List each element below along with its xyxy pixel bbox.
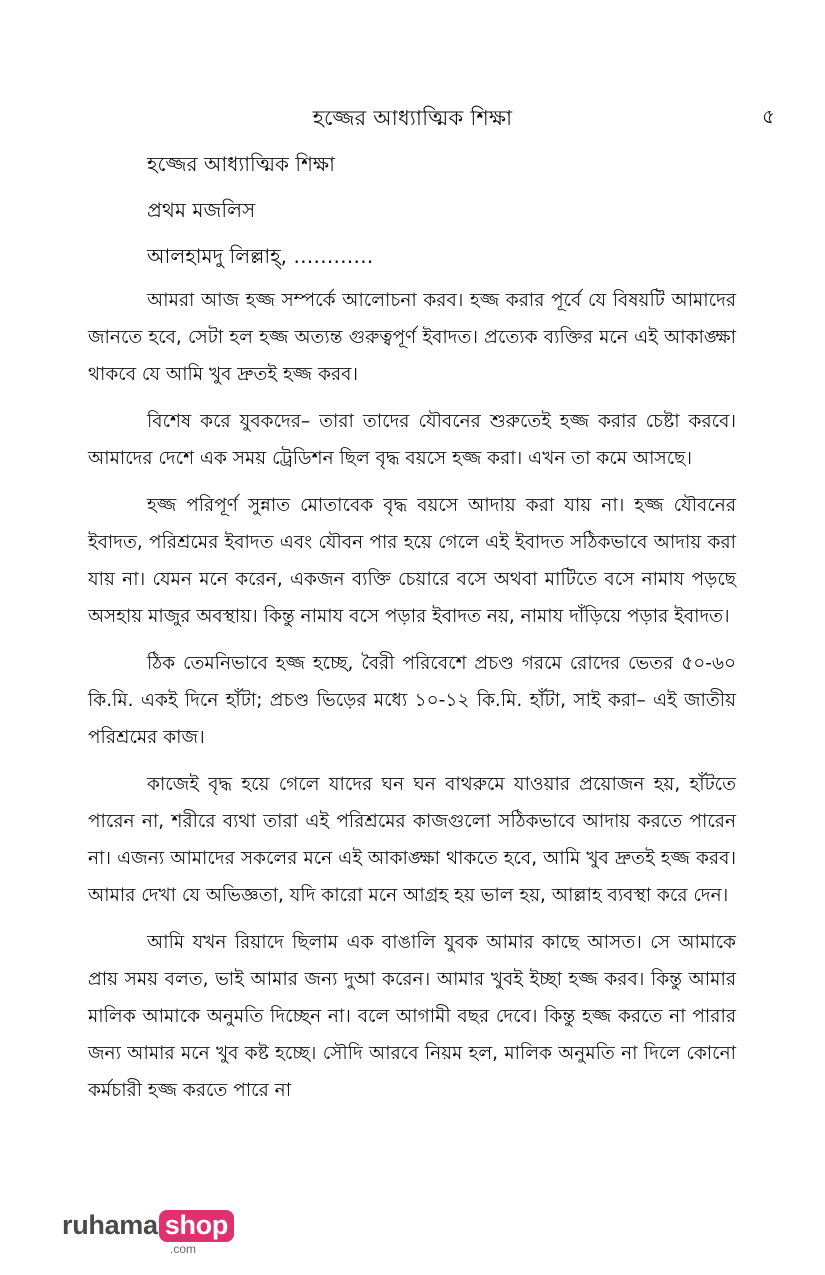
paragraph: আমরা আজ হজ্জ সম্পর্কে আলোচনা করব। হজ্জ করার পূর্বে যে বিষয়টি আমাদের জানতে হবে, সেটা হল হজ্জ অত্যন্ত গুরুত্বপূর্ণ ইবাদত। প্রত্যেক ব্যক্তির মনে এই আকাঙ্ক্ষা থাকবে যে আমি খুব দ্রুতই হজ্জ করব। [88,290,736,385]
paragraph: আমি যখন রিয়াদে ছিলাম এক বাঙালি যুবক আমার কাছে আসত। সে আমাকে প্রায় সময় বলত, ভাই আমার জন্য দুআ করেন। আমার খুবই ইচ্ছা হজ্জ করব। কিন্তু আমার মালিক আমাকে অনুমতি দিচ্ছেন না। বলে আগামী বছর দেবে। কিন্তু হজ্জ করতে না পারার জন্য আমার মনে খুব কষ্ট হচ্ছে। সৌদি আরবে নিয়ম হল, মালিক অনুমতি না দিলে কোনো কর্মচারী হজ্জ করতে পারে না [88,932,736,1101]
page-number: ৫ [762,104,775,128]
chapter-title: হজ্জের আধ্যাত্মিক শিক্ষা [147,152,335,176]
running-header-title: হজ্জের আধ্যাত্মিক শিক্ষা [312,106,513,130]
body-text [88,282,736,1119]
paragraph: ঠিক তেমনিভাবে হজ্জ হচ্ছে, বৈরী পরিবেশে প্রচণ্ড গরমে রোদের ভেতর ৫০-৬০ কি.মি. একই দিনে হাঁটা; প্রচণ্ড ভিড়ের মধ্যে ১০-১২ কি.মি. হাঁটা, সাই করা– এই জাতীয় পরিশ্রমের কাজ। [88,653,736,748]
ruhamashop-logo [62,1210,234,1256]
opening-line: আলহামদু লিল্লাহ্‌, ………… [147,244,374,268]
logo-brand-text: ruhama [62,1210,158,1240]
session-title: প্রথম মজলিস [147,198,256,222]
logo-domain-suffix: .com [170,1242,197,1256]
paragraph: কাজেই বৃদ্ধ হয়ে গেলে যাদের ঘন ঘন বাথরুমে যাওয়ার প্রয়োজন হয়, হাঁটতে পারেন না, শরীরে ব্যথা তারা এই পরিশ্রমের কাজগুলো সঠিকভাবে আদায় করতে পারেন না। এজন্য আমাদের সকলের মনে এই আকাঙ্ক্ষা থাকতে হবে, আমি খুব দ্রুতই হজ্জ করব। আমার দেখা যে অভিজ্ঞতা, যদি কারো মনে আগ্রহ হয় ভাল হয়, আল্লাহ ব্যবস্থা করে দেন। [88,774,736,906]
paragraph: হজ্জ পরিপূর্ণ সুন্নাত মোতাবেক বৃদ্ধ বয়সে আদায় করা যায় না। হজ্জ যৌবনের ইবাদত, পরিশ্রমের ইবাদত এবং যৌবন পার হয়ে গেলে এই ইবাদত সঠিকভাবে আদায় করা যায় না। যেমন মনে করেন, একজন ব্যক্তি চেয়ারে বসে অথবা মাটিতে বসে নামায পড়ছে অসহায় মাজুর অবস্থায়। কিন্তু নামায বসে পড়ার ইবাদত নয়, নামায দাঁড়িয়ে পড়ার ইবাদত। [88,495,736,627]
paragraph: বিশেষ করে যুবকদের– তারা তাদের যৌবনের শুরুতেই হজ্জ করার চেষ্টা করবে। আমাদের দেশে এক সময় ট্রেডিশন ছিল বৃদ্ধ বয়সে হজ্জ করা। এখন তা কমে আসছে। [88,411,736,469]
logo-highlight-text: shop [159,1210,234,1242]
